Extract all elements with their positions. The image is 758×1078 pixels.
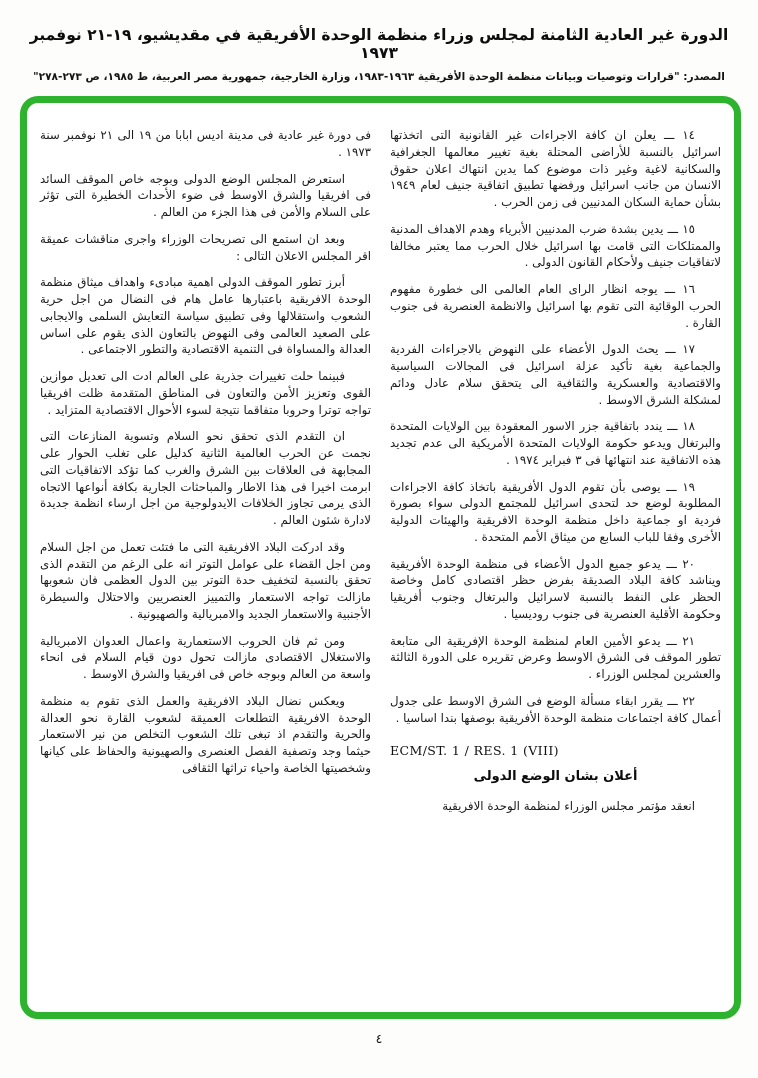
resolution-item-20: ٢٠ ـــ يدعو جميع الدول الأعضاء فى منظمة الوحدة الأفريقية ويناشد كافة البلاد الصديقة بفرض حظر اقتصادى كامل وخاصة الحظر على النفط بالنسبة لاسرائيل والبرتغال وجنوب أفريقيا وحكومة الأقلية العنصرية فى جنوب روديسيا . <box>390 556 721 621</box>
document-frame <box>20 96 741 1019</box>
body-paragraph: ويعكس نضال البلاد الافريقية والعمل الذى تقوم به منظمة الوحدة الافريقية التطلعات العميقة لشعوب القارة نحو العدالة والحرية والتقدم اذ تبغى تلك الشعوب التخلص من نير الاستعمار حيثما وجد وتصفية الفصل العنصرى والصهيونية والحفاظ على كيانها وشخصيتها الخاصة واحياء تراثها الثقافى <box>40 693 371 775</box>
body-paragraph: ان التقدم الذى تحقق نحو السلام وتسوية المنازعات التى نجمت عن الحرب العالمية الثانية كدليل على تغلب الحوار على المجابهة فى العلاقات بين الشرق والغرب كما تؤكد الاتفاقيات التى ابرمت اخيرا فى هذا الاطار والمباحثات الجارية بكافة أنواعها الاتجاه الذى يرمى تجاوز الخلافات الايدولوجية من اجل ارساء انظمة جديدة لادارة شئون العالم . <box>40 429 371 527</box>
resolution-item-17: ١٧ ـــ يحث الدول الأعضاء على النهوض بالاجراءات الفردية والجماعية بغية تأكيد عزلة اسرائيل فى المجالات السياسية والاقتصادية والعسكرية والثقافية الى يتحقق سلام عادل ودائم لمشكلة الشرق الاوسط . <box>390 342 721 407</box>
body-paragraph: ومن ثم فان الحروب الاستعمارية واعمال العدوان الامبريالية والاستغلال الاقتصادى مازالت تحول دون قيام السلام فى انحاء واسعة من العالم وبوجه خاص فى افريقيا والشرق الاوسط . <box>40 633 371 681</box>
declaration-opening: انعقد مؤتمر مجلس الوزراء لمنظمة الوحدة الافريقية <box>442 799 695 814</box>
two-column-text <box>27 103 734 1012</box>
page-number: ٤ <box>375 1031 383 1046</box>
reference-code: ECM/ST. 1 / RES. 1 (VIII) <box>390 743 559 759</box>
resolution-item-15: ١٥ ـــ يدين بشدة ضرب المدنيين الأبرياء وهدم الاهداف المدنية والممتلكات التى قامت بها اسرائيل خلال الحرب مما يعتبر مخالفا لاتفاقيات جنيف ولأحكام القانون الدولى . <box>390 221 721 270</box>
body-paragraph: وبعد ان استمع الى تصريحات الوزراء واجرى مناقشات عميقة اقر المجلس الاعلان التالى : <box>40 231 371 263</box>
resolution-item-19: ١٩ ـــ يوصى بأن تقوم الدول الأفريقية باتخاذ كافة الاجراءات المطلوبة لوضع حد لتحدى اسرائيل للمجتمع الدولى سواء بصورة فردية او جماعية داخل منظمة الوحدة الافريقية والهيئات الدولية الأخرى وفقا للباب السابع من ميثاق الأمم المتحدة . <box>390 479 721 544</box>
body-paragraph: استعرض المجلس الوضع الدولى وبوجه خاص الموقف السائد فى افريقيا والشرق الاوسط فى ضوء الأحداث الخطيرة التى تؤثر على السلام والأمن فى هذا الجزء من العالم . <box>40 171 371 219</box>
body-paragraph: فبينما حلت تغييرات جذرية على العالم ادت الى تعديل موازين القوى وتعزيز الأمن والتعاون فى المناطق المتقدمة ظلت افريقيا تواجه توترا وحروبا متفاقما نتيجة لسوء الأحوال الاقتصادية المتزايد . <box>40 369 371 417</box>
body-paragraph: أبرز تطور الموقف الدولى اهمية مبادىء واهداف ميثاق منظمة الوحدة الافريقية باعتبارها عامل هام فى النضال من اجل حرية الشعوب واستقلالها وفى تطبيق سياسة التعايش السلمى والايجابى على الصعيد العالمى وفى النهوض بالتعاون الذى يقوم على اساس العدالة والمساواة فى التنمية الاقتصادية والتطور الاجتماعى . <box>40 275 371 357</box>
resolution-item-14: ١٤ ـــ يعلن ان كافة الاجراءات غير القانونية التى اتخذتها اسرائيل بالنسبة للأراضى المحتلة بغية تغيير معالمها الجغرافية والسكانية لاغية وغير ذات موضوع كما يدين انتهاك اعلان حقوق الانسان من جانب اسرائيل ورفضها تطبيق اتفاقية جنيف لعام ١٩٤٩ بشأن حماية السكان المدنيين فى زمن الحرب . <box>390 128 721 209</box>
column-left <box>40 127 371 998</box>
resolution-item-16: ١٦ ـــ يوجه انظار الراى العام العالمى الى خطورة مفهوم الحرب الوقائية التى تقوم بها اسرائيل والانظمة العنصرية فى جنوب القارة . <box>390 282 721 330</box>
column-right <box>390 127 721 998</box>
resolution-item-22: ٢٢ ـــ يقرر ابقاء مسألة الوضع فى الشرق الاوسط على جدول أعمال كافة اجتماعات منظمة الوحدة الأفريقية بوصفها بندا اساسيا . <box>390 693 721 725</box>
resolution-item-21: ٢١ ـــ يدعو الأمين العام لمنظمة الوحدة الإفريقية الى متابعة تطور الموقف فى الشرق الاوسط وعرض تقريره على الدورة الثالثة والعشرين لمجلس الوزراء . <box>390 633 721 681</box>
declaration-heading: أعلان بشان الوضع الدولى <box>473 769 638 784</box>
source-citation-line: المصدر: "قرارات وتوصيات وبيانات منظمة الوحدة الأفريقية ١٩٦٣-١٩٨٣، وزارة الخارجية، جمهورية مصر العربية، ط ١٩٨٥، ص ٢٧٣-٢٧٨" <box>33 71 725 83</box>
body-paragraph: وقد ادركت البلاد الافريقية التى ما فتئت تعمل من اجل السلام ومن اجل القضاء على عوامل التوتر انه على الرغم من التقدم الذى تحقق بالنسبة لتخفيف حدة التوتر بين الدول العظمى فان شعوبها مازالت تواجه الاستعمار والتمييز العنصريين والاحتلال والسيطرة الأجنبية والاستعمار الجديد والامبريالية والصهيونية . <box>40 539 371 621</box>
page-header <box>26 26 732 83</box>
resolution-item-18: ١٨ ـــ يندد باتفاقية جزر الاسور المعقودة بين الولايات المتحدة والبرتغال ويدعو حكومة الولايات المتحدة الأمريكية الى عدم تجديد هذه الاتفاقية عند انتهائها فى ٣ فبراير ١٩٧٤ . <box>390 419 721 467</box>
document-title: الدورة غير العادية الثامنة لمجلس وزراء منظمة الوحدة الأفريقية في مقديشيو، ١٩-٢١ نوفمبر ١٩٧٣ <box>29 26 729 62</box>
body-paragraph: فى دورة غير عادية فى مدينة اديس ابابا من ١٩ الى ٢١ نوفمبر سنة ١٩٧٣ . <box>40 128 371 159</box>
